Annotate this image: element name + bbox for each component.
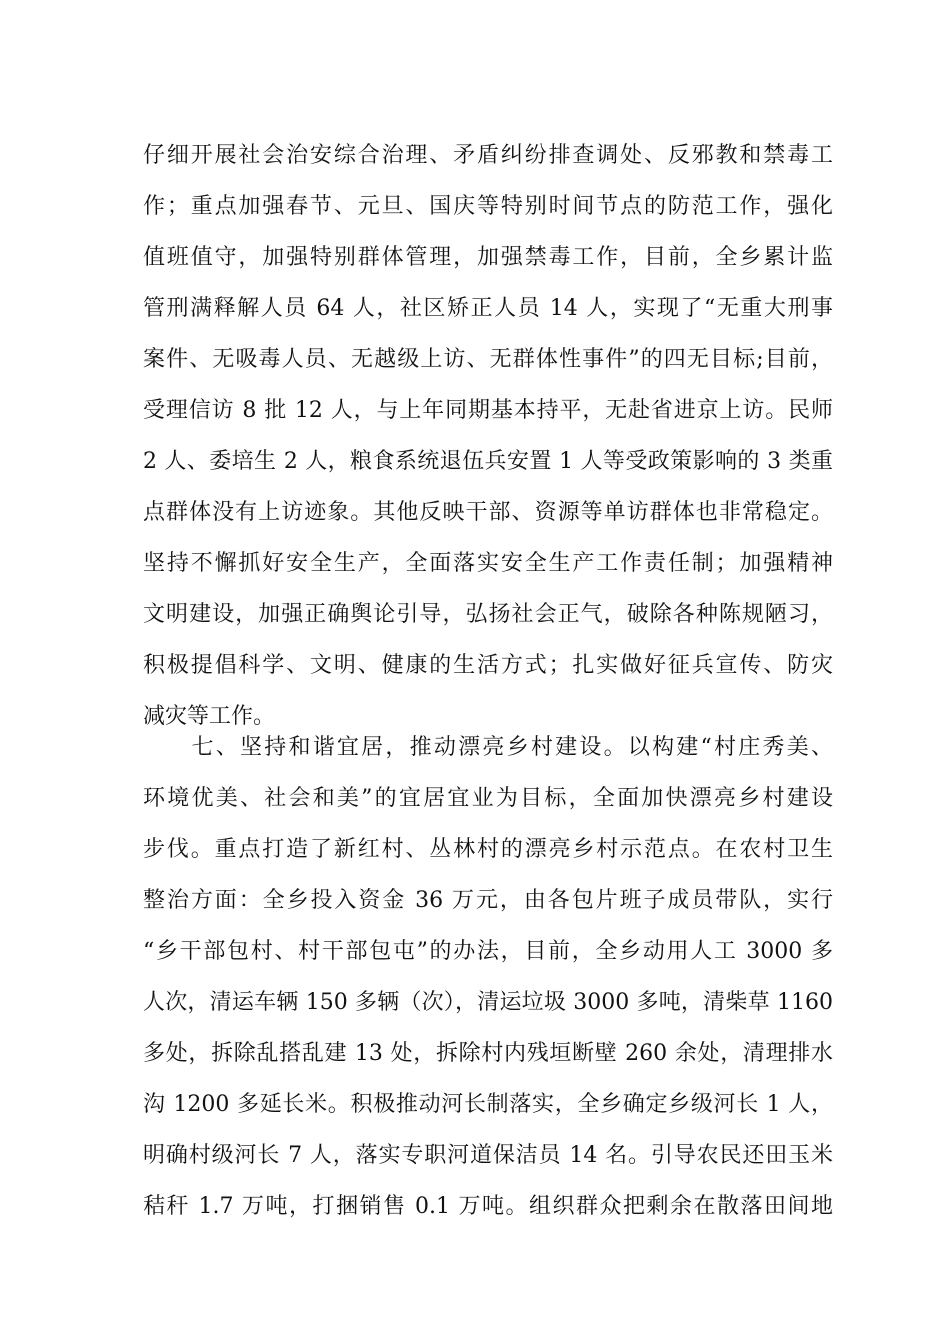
text-line: 人次，清运车辆 150 多辆（次），清运垃圾 3000 多吨，清柴草 1160: [143, 990, 833, 1015]
text-line: 秸秆 1.7 万吨，打捆销售 0.1 万吨。组织群众把剩余在散落田间地: [143, 1194, 833, 1219]
text-line: 管刑满释解人员 64 人，社区矫正人员 14 人，实现了“无重大刑事: [143, 296, 833, 321]
text-line: 积极提倡科学、文明、健康的生活方式；扎实做好征兵宣传、防灾: [143, 653, 833, 678]
text-line: 2 人、委培生 2 人，粮食系统退伍兵安置 1 人等受政策影响的 3 类重: [143, 449, 833, 474]
text-line: 明确村级河长 7 人，落实专职河道保洁员 14 名。引导农民还田玉米: [143, 1143, 833, 1168]
text-line: 环境优美、社会和美”的宜居宜业为目标，全面加快漂亮乡村建设: [143, 786, 833, 811]
text-line: 点群体没有上访迹象。其他反映干部、资源等单访群体也非常稳定。: [143, 500, 833, 525]
text-line: 步伐。重点打造了新红村、丛林村的漂亮乡村示范点。在农村卫生: [143, 837, 833, 862]
text-line: 坚持不懈抓好安全生产，全面落实安全生产工作责任制；加强精神: [143, 551, 833, 576]
text-line: 多处，拆除乱搭乱建 13 处，拆除村内残垣断壁 260 余处，清理排水: [143, 1041, 833, 1066]
text-line: 受理信访 8 批 12 人，与上年同期基本持平，无赴省进京上访。民师: [143, 398, 833, 423]
text-line: “乡干部包村、村干部包屯”的办法，目前，全乡动用人工 3000 多: [143, 939, 833, 964]
text-line: 案件、无吸毒人员、无越级上访、无群体性事件”的四无目标;目前，: [143, 347, 833, 372]
paragraph-public-security: [143, 130, 833, 742]
paragraph-village-construction: [143, 722, 833, 1232]
text-line: 七、坚持和谐宜居，推动漂亮乡村建设。以构建“村庄秀美、: [143, 735, 833, 760]
text-line: 仔细开展社会治安综合治理、矛盾纠纷排查调处、反邪教和禁毒工: [143, 143, 833, 168]
text-line: 整治方面：全乡投入资金 36 万元，由各包片班子成员带队，实行: [143, 888, 833, 913]
text-line: 值班值守，加强特别群体管理，加强禁毒工作，目前，全乡累计监: [143, 245, 833, 270]
text-line: 减灾等工作。: [143, 704, 276, 729]
text-line: 沟 1200 多延长米。积极推动河长制落实，全乡确定乡级河长 1 人，: [143, 1092, 833, 1117]
text-line: 文明建设，加强正确舆论引导，弘扬社会正气，破除各种陈规陋习，: [143, 602, 833, 627]
text-line: 作；重点加强春节、元旦、国庆等特别时间节点的防范工作，强化: [143, 194, 833, 219]
